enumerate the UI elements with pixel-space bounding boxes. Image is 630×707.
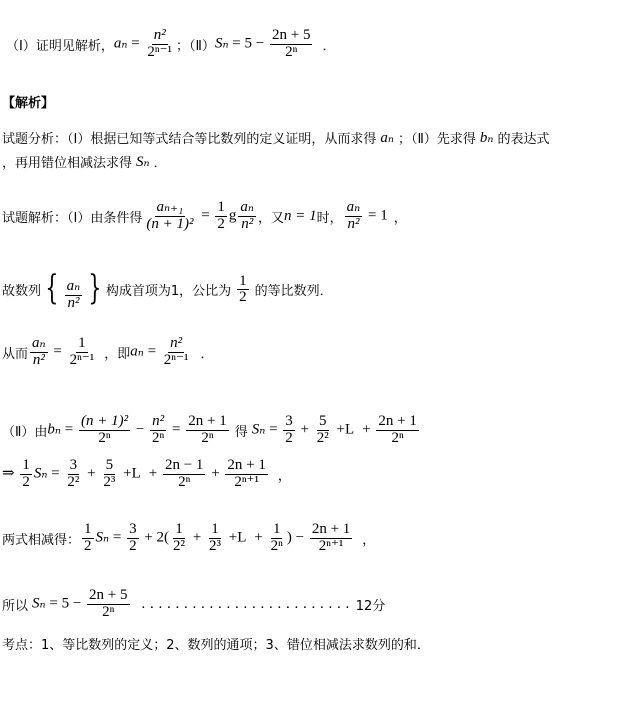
leader-dots: . . . . . . . . . . . . . . . . . . . . . . . . . (141, 595, 350, 612)
formula-ratio: $\frac{1}{2}$ (239, 272, 247, 306)
answer-part1-label: （Ⅰ）证明见解析， (6, 38, 114, 54)
section-heading: 【解析】 (2, 96, 55, 111)
formula-thus: $\frac{\text{aₙ}}{\text{n²}}$ = $\frac{1}{\text{2ⁿ⁻¹}}$ (32, 335, 95, 368)
final-line: 所以 Sₙ = 5 − $\frac{2n + 5}{\text{2ⁿ}}$ . . . . . . . . . . . . . . . . . . . . . . . . . 12分 (2, 587, 386, 620)
analysis-line-2: ，再用错位相减法求得 Sₙ ． (2, 154, 167, 171)
formula-recurrence: $\frac{\text{aₙ₊₁}}{\text{(n + 1)²}}$ = $\frac{1}{2}$ g $\frac{\text{aₙ}}{\text{n²}}$ (146, 199, 255, 232)
solution-intro-line: 试题解析：（Ⅰ）由条件得 $\frac{\text{aₙ₊₁}}{\text{(n + 1)²}}$ = $\frac{1}{2}$ g $\frac{\text{aₙ}}{\text{n²}}$ ，又 n = 1 时， $\frac{\text{aₙ}}{\text{n²}}$ = 1 ， (2, 199, 407, 232)
score-label: 12分 (355, 598, 386, 614)
key-points: 考点：1、等比数列的定义；2、数列的通项；3、错位相减法求数列的和． (2, 638, 430, 653)
implies-line: ⇒ $\frac{1}{2}$ Sₙ = $\frac{3}{\text{2²}}$ + $\frac{5}{\text{2³}}$ +L + $\frac{2n - 1}{\text{2ⁿ}}$ + $\frac{2n + 1}{\text{2ⁿ⁺¹}}$ ， (2, 457, 291, 490)
formula-half-sn: ⇒ $\frac{1}{2}$ Sₙ = $\frac{3}{\text{2²}}$ + $\frac{5}{\text{2³}}$ +L + $\frac{2n - 1}{\text{2ⁿ}}$ + $\frac{2n + 1}{\text{2ⁿ⁺¹}}$ (2, 457, 266, 490)
formula-sn-sum: Sₙ = $\frac{3}{2}$ + $\frac{5}{\text{2²}}$ +L + $\frac{2n + 1}{\text{2ⁿ}}$ (251, 413, 417, 446)
formula-bn: bₙ = $\frac{\text{(n + 1)²}}{\text{2ⁿ}}$ − $\frac{\text{n²}}{\text{2ⁿ}}$ = $\frac{2n + 1}{\text{2ⁿ}}$ (47, 413, 227, 446)
formula-sn-answer: Sₙ = 5 − $\frac{2n + 5}{\text{2ⁿ}}$ (214, 27, 311, 60)
sequence-line: 故数列 { $\frac{\text{aₙ}}{\text{n²}}$ } 构成首项为1，公比为 $\frac{1}{2}$ 的等比数列． (2, 268, 333, 312)
formula-sn-final: Sₙ = 5 − $\frac{2n + 5}{\text{2ⁿ}}$ (32, 587, 128, 620)
part2-line: （Ⅱ）由 bₙ = $\frac{\text{(n + 1)²}}{\text{2ⁿ}}$ − $\frac{\text{n²}}{\text{2ⁿ}}$ = $\frac{2n + 1}{\text{2ⁿ}}$ 得 Sₙ = $\frac{3}{2}$ + $\frac{5}{\text{2²}}$ +L + $\frac{2n + 1}{\text{2ⁿ}}$ (2, 414, 630, 447)
formula-difference: $\frac{1}{2}$ Sₙ = $\frac{3}{2}$ + 2( $\frac{1}{\text{2²}}$ + $\frac{1}{\text{2³}}$ +L + $\frac{1}{\text{2ⁿ}}$ ) − $\frac{2n + 1}{\text{2ⁿ⁺¹}}$ (84, 521, 351, 554)
analysis-line-1: 试题分析：（Ⅰ）根据已知等式结合等比数列的定义证明，从而求得 aₙ ；（Ⅱ）先求得 bₙ 的表达式 (2, 130, 550, 147)
answer-separator: ；（Ⅱ） (176, 38, 215, 54)
thus-line: 从而 $\frac{\text{aₙ}}{\text{n²}}$ = $\frac{1}{\text{2ⁿ⁻¹}}$ ，即 aₙ = $\frac{\text{n²}}{\text{2ⁿ⁻¹}}$ ． (2, 335, 214, 368)
formula-sequence-set: { $\frac{\text{aₙ}}{\text{n²}}$ } (45, 268, 102, 312)
answer-line: （Ⅰ）证明见解析， aₙ = $\frac{\text{n²}}{\text{2ⁿ⁻¹}}$ ；（Ⅱ） Sₙ = 5 − $\frac{2n + 5}{\text{2ⁿ}}$ ． (6, 27, 336, 60)
formula-an-answer: aₙ = $\frac{\text{n²}}{\text{2ⁿ⁻¹}}$ (113, 27, 173, 60)
formula-initial: $\frac{\text{aₙ}}{\text{n²}}$ = 1 (346, 199, 388, 232)
formula-an-result: aₙ = $\frac{\text{n²}}{\text{2ⁿ⁻¹}}$ (130, 335, 189, 368)
subtract-line: 两式相减得： $\frac{1}{2}$ Sₙ = $\frac{3}{2}$ + 2( $\frac{1}{\text{2²}}$ + $\frac{1}{\text{2³}}$ +L + $\frac{1}{\text{2ⁿ}}$ ) − $\frac{2n + 1}{\text{2ⁿ⁺¹}}$ ， (2, 521, 376, 554)
